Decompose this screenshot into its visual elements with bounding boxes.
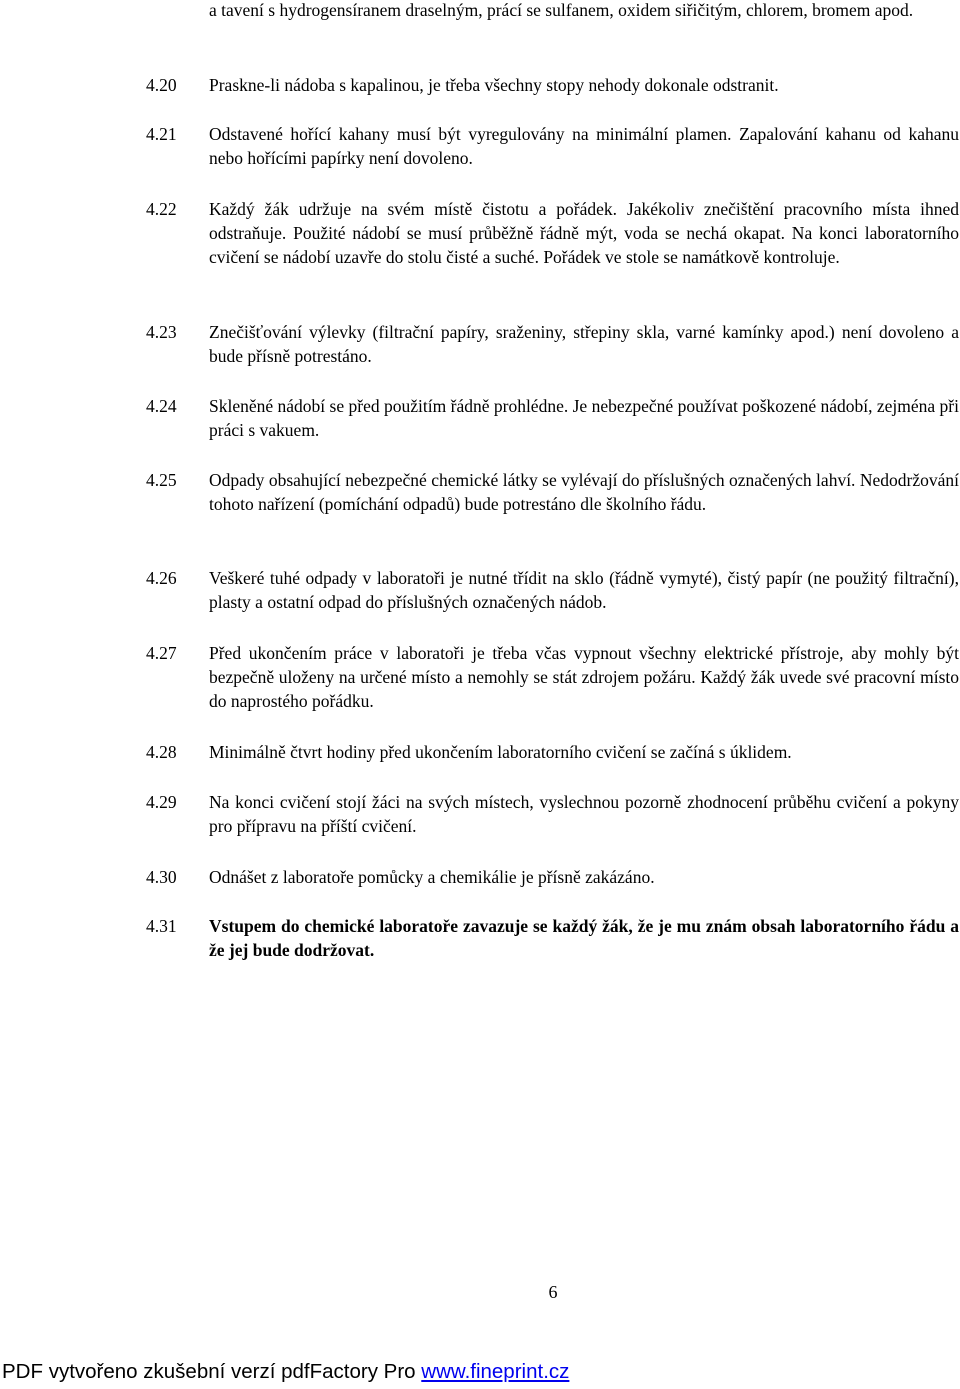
- rule-text: Skleněné nádobí se před použitím řádně prohlédne. Je nebezpečné používat poškozené nádobí, zejména při práci s vakuem.: [209, 396, 959, 441]
- rule-item-4-23: [0, 320, 959, 368]
- footer-text: PDF vytvořeno zkušební verzí pdfFactory Pro: [2, 1360, 422, 1383]
- rule-text-bold: Vstupem do chemické laboratoře zavazuje se každý žák, že je mu znám obsah laboratorního řádu a že jej bude dodržovat.: [209, 916, 959, 961]
- rule-number: 4.24: [146, 396, 177, 416]
- rule-item-4-25: [0, 468, 959, 516]
- continuation-paragraph: [0, 0, 960, 22]
- rule-text: Minimálně čtvrt hodiny před ukončením laboratorního cvičení se začíná s úklidem.: [209, 742, 792, 762]
- rule-number: 4.22: [146, 199, 177, 219]
- rule-text: Praskne-li nádoba s kapalinou, je třeba všechny stopy nehody dokonale odstranit.: [209, 75, 779, 95]
- rule-text: Každý žák udržuje na svém místě čistotu a pořádek. Jakékoliv znečištění pracovního místa ihned odstraňuje. Použité nádobí se musí průběžně řádně mýt, voda se nechá okapat. Na konci laboratorního cvičení se nádobí uzavře do stolu čisté a suché. Pořádek ve stole se namátkově kontroluje.: [209, 199, 959, 268]
- rule-text: Odstavené hořící kahany musí být vyregulovány na minimální plamen. Zapalování kahanu od kahanu nebo hořícími papírky není dovoleno.: [209, 124, 959, 169]
- rule-text: Odnášet z laboratoře pomůcky a chemikálie je přísně zakázáno.: [209, 867, 655, 887]
- rule-text: Odpady obsahující nebezpečné chemické látky se vylévají do příslušných označených lahví. Nedodržování tohoto nařízení (pomíchání odpadů) bude potrestáno dle školního řádu.: [209, 470, 959, 515]
- rule-item-4-27: [0, 641, 959, 714]
- rule-number: 4.25: [146, 470, 177, 490]
- rule-number: 4.30: [146, 867, 177, 887]
- rule-text: Znečišťování výlevky (filtrační papíry, sraženiny, střepiny skla, varné kamínky apod.) není dovoleno a bude přísně potrestáno.: [209, 322, 959, 367]
- rule-text: Před ukončením práce v laboratoři je třeba včas vypnout všechny elektrické přístroje, aby mohly být bezpečně uloženy na určené místo a nemohly se stát zdrojem požáru. Každý žák uvede své pracovní místo do naprostého pořádku.: [209, 643, 959, 712]
- rule-item-4-26: [0, 566, 959, 614]
- rule-item-4-21: [0, 122, 959, 170]
- rule-item-4-29: [0, 790, 959, 838]
- rule-item-4-31: [0, 914, 959, 962]
- rule-number: 4.28: [146, 742, 177, 762]
- rule-number: 4.29: [146, 792, 177, 812]
- rule-number: 4.21: [146, 124, 177, 144]
- rule-text: Veškeré tuhé odpady v laboratoři je nutné třídit na sklo (řádně vymyté), čistý papír (ne použitý filtrační), plasty a ostatní odpad do příslušných označených nádob.: [209, 568, 959, 613]
- rule-item-4-20: [0, 73, 959, 97]
- rule-number: 4.31: [146, 916, 177, 936]
- rule-number: 4.20: [146, 75, 177, 95]
- rule-number: 4.26: [146, 568, 177, 588]
- rule-number: 4.27: [146, 643, 177, 663]
- pdf-footer: [2, 1360, 569, 1384]
- page-number: 6: [548, 1282, 558, 1302]
- footer-link[interactable]: www.fineprint.cz: [421, 1360, 570, 1383]
- rule-item-4-30: [0, 865, 959, 889]
- rule-number: 4.23: [146, 322, 177, 342]
- rule-item-4-24: [0, 394, 959, 442]
- rule-item-4-28: [0, 740, 959, 764]
- rule-text: Na konci cvičení stojí žáci na svých místech, vyslechnou pozorně zhodnocení průběhu cvičení a pokyny pro přípravu na příští cvičení.: [209, 792, 959, 837]
- rule-item-4-22: [0, 197, 959, 270]
- continuation-text: a tavení s hydrogensíranem draselným, prácí se sulfanem, oxidem siřičitým, chlorem, bromem apod.: [209, 0, 914, 20]
